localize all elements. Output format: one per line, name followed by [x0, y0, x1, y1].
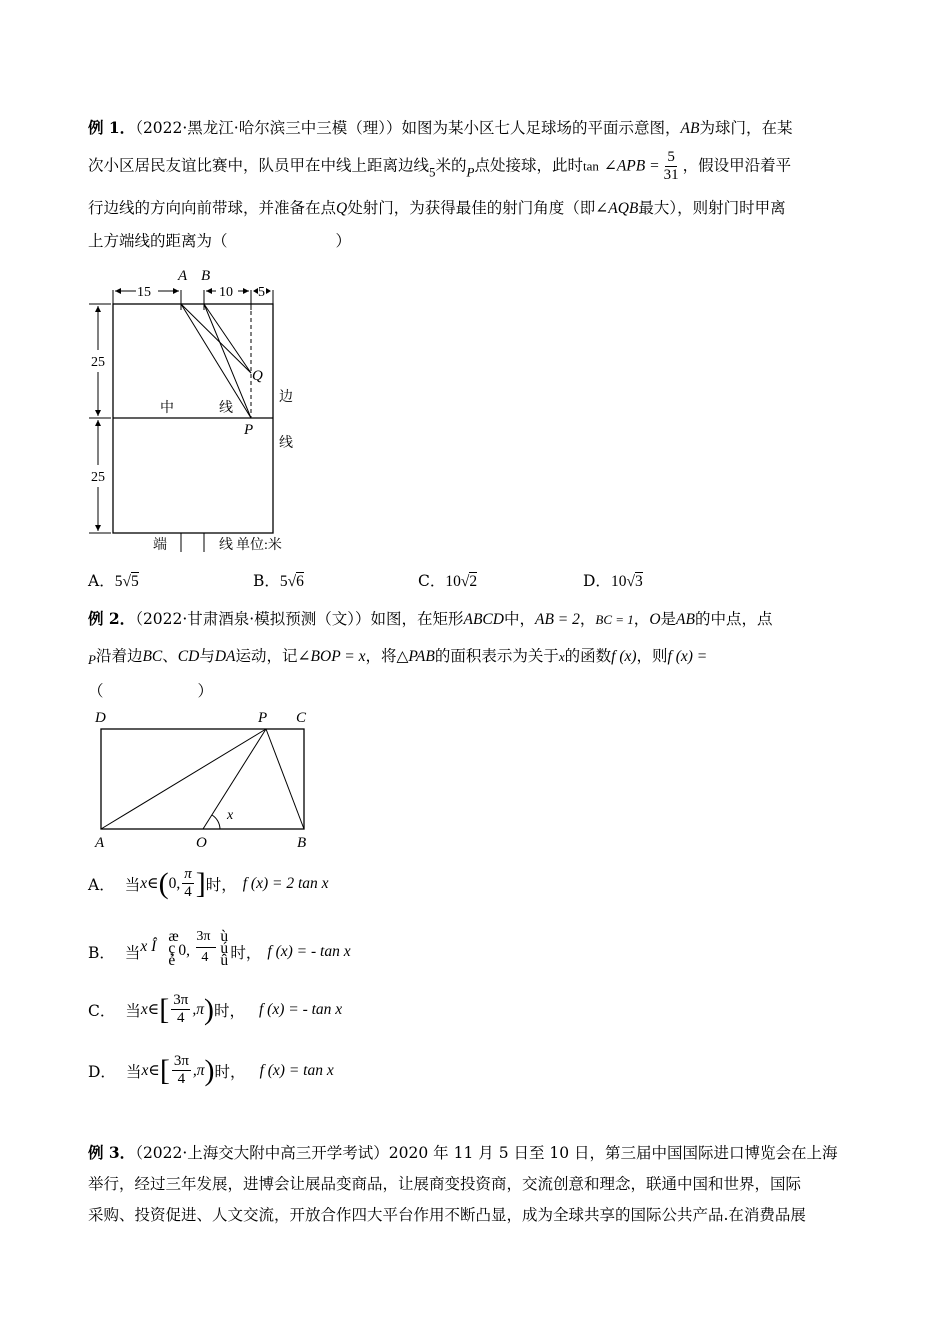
math-in: ∈ — [148, 1062, 160, 1079]
angle-arc-x — [212, 815, 220, 829]
ray-BQ — [204, 304, 251, 373]
ex2-option-c[interactable] — [88, 992, 342, 1036]
option-func: f (x) = tan x — [259, 1061, 334, 1079]
paren-close: ) — [203, 992, 214, 1026]
math-x: x — [141, 1061, 149, 1079]
frac-den: 4 — [177, 1010, 185, 1026]
frac-den: 4 — [184, 884, 192, 900]
label-xian-side: 线 — [279, 436, 293, 451]
math-O: O — [649, 611, 661, 628]
label-P: P — [244, 422, 254, 438]
bracket-open: [ — [159, 1053, 170, 1087]
math-BC-1: BC = 1 — [595, 612, 634, 627]
math-fx: f (x) — [611, 648, 637, 665]
ex1-text: 次小区居民友谊比赛中，队员甲在中线上距离边线 — [88, 156, 430, 175]
ex1-text: 上方端线的距离为（ — [88, 231, 228, 250]
ex2-text: 的面积表示为关于 — [434, 647, 559, 665]
math-AB: AB — [676, 611, 695, 628]
ex2-option-b[interactable] — [88, 930, 351, 974]
ex2-text: ） — [197, 682, 214, 700]
option-radicand: 2 — [469, 573, 478, 590]
fraction-5-31 — [662, 149, 681, 184]
ex1-label: 例 1． — [88, 118, 136, 137]
ex2-text: ，则 — [636, 647, 668, 665]
math-tan: tan — [583, 158, 599, 174]
rect-ABCD — [101, 729, 304, 829]
ex2-text: 的中点，点 — [694, 610, 773, 628]
label-O: O — [196, 835, 207, 851]
interval-right: ,π — [192, 1000, 204, 1018]
ex2-text: 沿着边 — [95, 647, 143, 665]
option-label: B． — [253, 572, 280, 590]
label-zhong: 中 — [160, 401, 174, 416]
option-func: f (x) = - tan x — [259, 1000, 343, 1018]
ex1-option-b[interactable] — [253, 569, 304, 591]
ex1-line-4 — [88, 225, 858, 258]
math-in: ∈ — [147, 875, 159, 892]
option-row — [88, 866, 329, 901]
ex2-text: 运动，记 — [235, 647, 298, 665]
math-DA: DA — [214, 648, 236, 665]
garbled-part: x Î — [140, 938, 157, 955]
option-label: C． — [418, 572, 446, 590]
option-coef: 5 — [279, 573, 288, 590]
ex2-text: （2022·甘肃酒泉·模拟预测（文））如图，在矩形 — [135, 610, 464, 628]
sqrt-sign: √ — [460, 573, 470, 590]
garbled-part: ú — [220, 940, 229, 957]
math-x: x — [140, 1000, 148, 1018]
option-dang: 当 — [124, 875, 141, 894]
ex2-option-a[interactable] — [88, 866, 329, 910]
math-P: P — [466, 164, 475, 180]
ex2-text: ，将 — [365, 647, 397, 665]
math-AB-2: AB = 2 — [534, 611, 580, 628]
option-row — [88, 1053, 334, 1088]
frac-den: 31 — [663, 167, 679, 183]
ex1-line-1 — [88, 111, 858, 145]
ex1-text: （2022·黑龙江·哈尔滨三中三模（理））如图为某小区七人足球场的平面示意图， — [135, 119, 681, 137]
sqrt-sign: √ — [287, 573, 297, 590]
rectangle-figure — [90, 706, 320, 856]
math-x: x — [558, 649, 565, 664]
ex2-text: （ — [88, 682, 104, 700]
segment-BP — [266, 729, 304, 829]
frac-num: 3π — [173, 992, 189, 1008]
ex1-option-a[interactable] — [88, 569, 139, 591]
math-P: P — [88, 652, 96, 667]
garbled-part: æ — [168, 928, 179, 945]
option-label: D． — [583, 572, 611, 590]
math-x: x — [140, 874, 148, 892]
garbled-interval — [140, 930, 240, 974]
interval-right: ,π — [192, 1061, 205, 1079]
ex2-text: 与 — [199, 647, 215, 665]
ex2-text: ， — [633, 610, 650, 628]
garbled-part: ç — [168, 940, 176, 957]
option-label: B． — [88, 944, 115, 962]
option-shi: 时， — [230, 944, 262, 962]
segment-OP — [203, 729, 266, 829]
math-BC: BC — [142, 648, 163, 665]
label-A: A — [178, 268, 188, 284]
math-angle-AQB: ∠AQB — [595, 199, 639, 217]
ex1-text: 点处接球，此时 — [474, 156, 583, 175]
ex1-line-3 — [88, 192, 858, 225]
option-radicand: 3 — [634, 573, 643, 590]
example-3-text — [88, 1137, 858, 1231]
label-Q: Q — [252, 368, 263, 384]
option-shi: 时， — [205, 875, 237, 894]
paren-close: ) — [204, 1053, 215, 1087]
bracket-close: ] — [195, 866, 206, 900]
ex2-option-d[interactable] — [88, 1053, 334, 1097]
label-unit: 单位:米 — [236, 538, 282, 553]
frac-num: 3π — [173, 1053, 189, 1069]
option-coef: 10 — [610, 573, 627, 590]
math-angle-BOP: ∠BOP = x — [297, 648, 366, 665]
ex1-text: 行边线的方向向前带球，并准备在点 — [88, 198, 337, 217]
garbled-part: ù — [220, 928, 229, 945]
label-bian: 边 — [279, 390, 293, 405]
ex3-line-1 — [88, 1137, 858, 1169]
ex3-label: 例 3． — [88, 1143, 136, 1162]
ex2-text: ， — [579, 610, 596, 628]
ex1-text: 为球门，在某 — [699, 119, 793, 137]
garbled-part: è — [168, 952, 176, 969]
sqrt-sign: √ — [626, 573, 635, 590]
interval-left: 0, — [168, 874, 181, 892]
ex2-text: 、 — [162, 647, 178, 665]
ex2-line-1 — [88, 602, 858, 636]
option-shi: 时， — [213, 1001, 245, 1020]
label-B: B — [297, 835, 307, 851]
garbled-part: 0, — [178, 942, 191, 959]
option-label: D． — [88, 1062, 116, 1081]
option-row — [88, 992, 342, 1027]
ex2-label: 例 2． — [88, 609, 136, 628]
math-CD: CD — [177, 648, 200, 665]
ex2-line-2 — [88, 640, 858, 676]
fraction-3pi-4 — [171, 992, 190, 1027]
ex3-text: （2022·上海交大附中高三开学考试）2020 年 11 月 5 日至 10 日，第三届中国国际进口博览会在上海 — [135, 1144, 838, 1162]
math-angle-APB: ∠APB = — [603, 157, 660, 175]
frac-num: 5 — [667, 149, 675, 165]
paren-open: ( — [158, 866, 169, 900]
option-radicand: 5 — [130, 573, 139, 590]
frac-num: π — [184, 866, 192, 882]
math-5: 5 — [429, 164, 436, 180]
ex1-text: ） — [335, 231, 352, 250]
ex2-text: 中， — [503, 610, 535, 628]
garbled-part: 3π — [196, 929, 211, 944]
label-D: D — [95, 710, 106, 726]
label-B: B — [201, 268, 211, 284]
math-triangle-PAB: △PAB — [396, 648, 435, 665]
option-dang: 当 — [125, 1001, 141, 1020]
label-5: 5 — [258, 285, 265, 300]
label-A: A — [95, 835, 105, 851]
option-coef: 10 — [445, 573, 461, 590]
option-coef: 5 — [114, 573, 123, 590]
ex2-text: 的函数 — [564, 647, 612, 665]
label-xian-mid: 线 — [219, 401, 233, 416]
example-2-text — [88, 602, 858, 708]
ex3-line-3: 采购、投资促进、人文交流，开放合作四大平台作用不断凸显，成为全球共享的国际公共产品.在消费品展 — [88, 1206, 806, 1224]
ex1-option-c[interactable] — [418, 569, 477, 591]
example-1-text — [88, 111, 858, 258]
frac-den: 4 — [177, 1071, 186, 1087]
ex1-text: 最大），则射门时甲离 — [638, 198, 786, 217]
option-label: A． — [88, 875, 115, 894]
ex1-option-d[interactable] — [583, 569, 643, 591]
option-row — [88, 930, 351, 974]
math-in: ∈ — [147, 1001, 160, 1018]
label-25-top: 25 — [91, 355, 105, 370]
option-shi: 时， — [214, 1062, 246, 1081]
ex1-text: ，假设甲沿着平 — [682, 156, 792, 175]
math-AB: AB — [680, 120, 700, 137]
ray-AQ — [181, 304, 251, 373]
label-10: 10 — [219, 285, 233, 300]
ex2-text: 是 — [660, 610, 677, 628]
option-radicand: 6 — [296, 573, 304, 590]
garbled-part: 4 — [201, 950, 209, 965]
ex1-text: 处射门，为获得最佳的射门角度（即 — [347, 198, 596, 217]
bracket-open: [ — [159, 992, 170, 1026]
option-label: A． — [88, 572, 115, 590]
label-25-bottom: 25 — [91, 470, 105, 485]
label-duan: 端 — [153, 538, 167, 553]
label-C: C — [296, 710, 307, 726]
segment-AP — [101, 729, 266, 829]
garbled-part: û — [220, 952, 229, 969]
football-field-figure — [80, 262, 320, 560]
math-ABCD: ABCD — [463, 611, 504, 628]
option-func: f (x) = - tan x — [267, 943, 351, 960]
option-dang: 当 — [124, 944, 141, 962]
option-dang: 当 — [125, 1062, 142, 1081]
ex1-text: 米的 — [435, 156, 467, 175]
math-Q: Q — [336, 199, 348, 217]
ex1-line-2 — [88, 149, 858, 189]
label-P: P — [258, 710, 268, 726]
fraction-3pi-4 — [172, 1053, 191, 1088]
option-func: f (x) = 2 tan x — [242, 874, 329, 892]
option-label: C． — [88, 1001, 116, 1020]
ex3-line-2: 举行，经过三年发展，进博会让展品变商品，让展商变投资商，交流创意和理念，联通中国和世界，国际 — [88, 1175, 802, 1193]
sqrt-sign: √ — [122, 573, 131, 590]
label-x: x — [227, 808, 234, 823]
label-xian-bottom: 线 — [219, 538, 233, 553]
label-15: 15 — [137, 285, 151, 300]
math-fx-eq: f (x) = — [667, 648, 708, 665]
fraction-pi-4 — [182, 866, 194, 901]
ex2-line-3 — [88, 675, 858, 708]
